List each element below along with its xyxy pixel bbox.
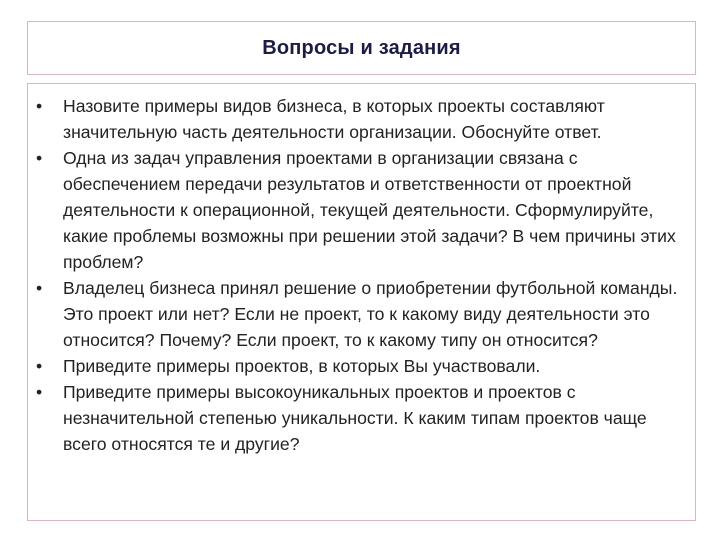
list-item [34, 379, 685, 457]
bullet-icon: • [36, 382, 43, 402]
question-text: Владелец бизнеса принял решение о приобретении футбольной команды. Это проект или нет? Если не проект, то к какому виду деятельности это относится? Почему? Если проект, то к какому типу он относится? [63, 278, 678, 350]
list-item [34, 353, 685, 379]
slide-title: Вопросы и задания [262, 36, 461, 59]
question-text: Приведите примеры высокоуникальных проектов и проектов с незначительной степенью уникальности. К каким типам проектов чаще всего относятся те и другие? [63, 382, 647, 454]
bullet-icon: • [36, 96, 43, 116]
bullet-icon: • [36, 278, 43, 298]
question-list [34, 93, 685, 457]
question-text: Назовите примеры видов бизнеса, в которых проекты составляют значительную часть деятельности организации. Обоснуйте ответ. [63, 96, 605, 142]
list-item [34, 93, 685, 145]
title-box [27, 21, 696, 75]
list-item [34, 275, 685, 353]
question-text: Приведите примеры проектов, в которых Вы участвовали. [63, 356, 541, 376]
bullet-icon: • [36, 356, 43, 376]
bullet-icon: • [36, 148, 43, 168]
list-item [34, 145, 685, 275]
question-text: Одна из задач управления проектами в организации связана с обеспечением передачи результатов и ответственности от проектной деятельности к операционной, текущей деятельности. Сформулируйте, какие проблемы возможны при решении этой задачи? В чем причины этих проблем? [63, 148, 676, 272]
content-box [27, 83, 696, 521]
